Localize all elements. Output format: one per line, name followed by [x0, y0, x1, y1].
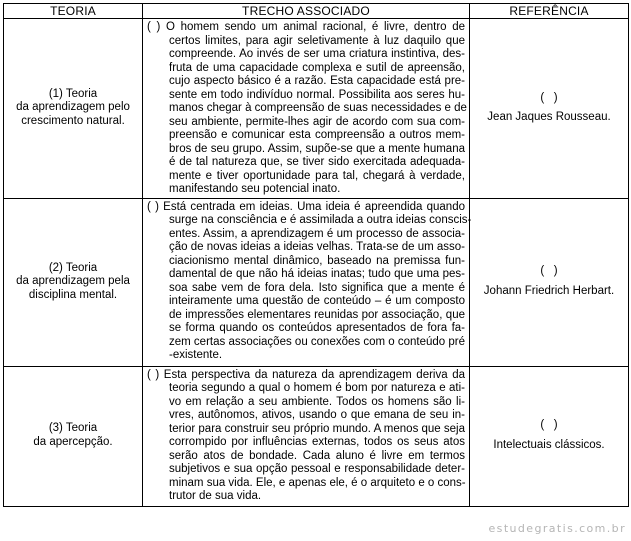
reference-name: Johann Friedrich Herbart.: [483, 285, 615, 297]
excerpt-line: cujo aspecto básico é a razão. Esta capacidade está pre-: [169, 75, 465, 87]
reference-name: Intelectuais clássicos.: [493, 439, 605, 451]
excerpt-line: surge na consciência e é assimilada a outra ideias conscis-: [169, 214, 472, 226]
theory-line: disciplina mental.: [28, 288, 118, 301]
excerpt-cell: [143, 366, 470, 506]
table-row: [4, 19, 629, 199]
excerpt-line: terior para construir seu próprio mundo. A menos que seja: [169, 422, 465, 435]
excerpt-line: entes. Assim, a aprendizagem é um processo de associa-: [169, 227, 465, 240]
excerpt-line: sente em todo indivíduo normal. Possibilita aos seres hu-: [169, 88, 465, 101]
excerpt-line: damental de que não há ideias inatas; tudo que uma pes-: [169, 268, 465, 280]
header-row: [4, 4, 629, 19]
excerpt-line: ciacionismo mental dinâmico, baseado na premissa fun-: [169, 254, 465, 267]
excerpt-line: ( ) Está centrada em ideias. Uma ideia é apreendida quando: [147, 200, 465, 213]
header-theory: TEORIA: [4, 4, 143, 19]
reference-name: Jean Jaques Rousseau.: [487, 111, 611, 124]
excerpt-line: bros de seu grupo. Assim, supõe-se que a mente humana: [169, 142, 465, 155]
excerpt-cell: [143, 19, 470, 199]
excerpt-line: seu ambiente, permite-lhes agir de acordo com sua com-: [169, 115, 465, 128]
excerpt-line: manifestando seu potencial inato.: [169, 183, 341, 195]
theory-cell: [4, 366, 143, 506]
excerpt-line: vres, autônomos, ativos, usando o que emana de seu in-: [169, 409, 465, 421]
association-table: [3, 3, 629, 507]
theory-line: crescimento natural.: [21, 115, 125, 128]
theory-cell: [4, 19, 143, 199]
excerpt-line: se forma quando os conteúdos apresentados de fora fa-: [169, 322, 465, 334]
excerpt-line: de impressões elementares reunidas por associação, que: [169, 308, 465, 321]
reference-cell: [470, 198, 629, 366]
excerpt-cell: [143, 198, 470, 366]
reference-cell: [470, 19, 629, 199]
answer-blank: ( ): [540, 265, 558, 278]
excerpt-line: é de tal natureza que, se tiver sido exercitada adequada-: [169, 156, 465, 168]
excerpt-line: preensão e comunicar esta compreensão a outros mem-: [169, 129, 465, 141]
reference-cell: [470, 366, 629, 506]
excerpt-line: inteiramente uma questão de conteúdo – é um composto: [169, 295, 465, 307]
excerpt-line: trutor de sua vida.: [169, 490, 262, 502]
excerpt-line: mente e tiver oportunidade para tal, chegará à verdade,: [169, 169, 465, 182]
answer-blank: ( ): [540, 91, 558, 104]
theory-line: da apercepção.: [33, 436, 113, 448]
excerpt-line: ção de novas ideias a ideias velhas. Trata-se de um asso-: [169, 241, 465, 253]
excerpt-line: vo em relação a seu ambiente. Todos os homens são li-: [169, 395, 465, 408]
excerpt-line: corrompido por influências externas, todos os seus atos: [169, 436, 465, 448]
theory-line: da aprendizagem pelo: [16, 101, 130, 114]
excerpt-line: ( ) Esta perspectiva da natureza da aprendizagem deriva da: [147, 368, 465, 381]
header-excerpt: TRECHO ASSOCIADO: [143, 4, 470, 19]
theory-line: (1) Teoria: [48, 87, 98, 100]
watermark: estudegratis.com.br: [488, 522, 626, 535]
header-reference: REFERÊNCIA: [470, 4, 629, 19]
excerpt-line: manos chegar à compreensão de suas necessidades e de: [169, 102, 467, 114]
table-row: [4, 198, 629, 366]
theory-line: (2) Teoria: [48, 261, 98, 274]
theory-cell: [4, 198, 143, 366]
table-row: [4, 366, 629, 506]
excerpt-line: -existente.: [169, 349, 223, 361]
theory-line: (3) Teoria: [48, 422, 98, 435]
excerpt-line: certos limites, para agir seletivamente à luz daquilo que: [169, 34, 465, 47]
excerpt-line: serão atos de bondade. Cada aluno é livre em termos: [169, 449, 465, 462]
excerpt-line: compreende. Ao invés de ser uma criatura instintiva, des-: [169, 48, 465, 60]
answer-blank: ( ): [540, 419, 558, 432]
excerpt-line: fruta de uma capacidade complexa e sutil de apreensão,: [169, 61, 465, 74]
excerpt-line: teoria segundo a qual o homem é bom por natureza e ati-: [169, 382, 465, 394]
excerpt-line: minam sua vida. Ele, e apenas ele, é o arquiteto e o cons-: [169, 476, 466, 489]
theory-line: da aprendizagem pela: [16, 275, 130, 288]
excerpt-line: ( ) O homem sendo um animal racional, é livre, dentro de: [147, 21, 465, 33]
excerpt-line: zem certas associações ou conexões com o conteúdo pré: [169, 335, 465, 348]
excerpt-line: subjetivos e sua opção pessoal e responsabilidade deter-: [169, 463, 465, 475]
excerpt-line: soa sabe vem de fora dela. Isto significa que a mente é: [169, 281, 465, 294]
